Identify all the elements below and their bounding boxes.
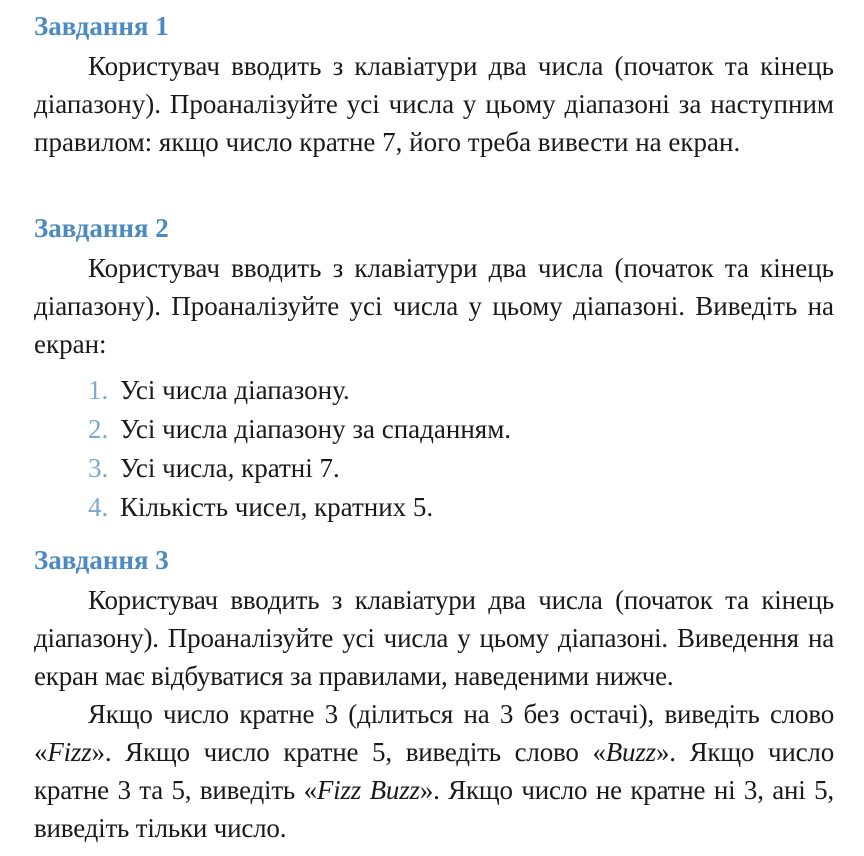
task-2-title: Завдання 2 [34, 213, 169, 243]
fizz-word: Fizz [47, 737, 92, 767]
task-1-text: Користувач вводить з клавіатури два числа (початок та кінець діапазону). Проаналізуйте усі числа у цьому діапазоні за наступним правилом: якщо число кратне 7, його треба вивести на екран. [34, 51, 834, 157]
list-item [34, 449, 834, 488]
list-item [34, 488, 834, 527]
list-item-text: Усі числа діапазону. [120, 375, 350, 405]
list-item-text: Усі числа, кратні 7. [120, 453, 340, 483]
list-item-text: Усі числа діапазону за спаданням. [120, 414, 512, 444]
task-3 [34, 544, 834, 847]
task-3-title: Завдання 3 [34, 545, 169, 575]
rule-text: ». Якщо число кратне 5, виведіть слово « [91, 737, 606, 767]
list-item [34, 410, 834, 449]
rule-text: ». Якщо число не кратне ні 3, ані 5, виведіть тільки число. [34, 775, 834, 843]
rule-text: ». Якщо число кратне 3 та 5, виведіть « [34, 737, 834, 805]
task-3-text: Користувач вводить з клавіатури два числа (початок та кінець діапазону). Проаналізуйте усі числа у цьому діапазоні. Виведення на екран має відбуватися за правилами, наведеними нижче. [34, 585, 834, 691]
task-3-rules [34, 695, 834, 847]
list-item-number: 1. [88, 375, 109, 405]
list-item-number: 3. [88, 453, 109, 483]
task-2 [34, 212, 834, 527]
list-item-number: 4. [88, 492, 109, 522]
task-1 [34, 10, 834, 161]
rule-text: Якщо число кратне 3 (ділиться на 3 без остачі), виведіть слово « [34, 699, 834, 767]
list-item [34, 371, 834, 410]
list-item-text: Кількість чисел, кратних 5. [120, 492, 434, 522]
buzz-word: Buzz [605, 737, 656, 767]
list-item-number: 2. [88, 414, 109, 444]
task-2-text: Користувач вводить з клавіатури два числа (початок та кінець діапазону). Проаналізуйте усі числа у цьому діапазоні. Виведіть на екран: [34, 253, 834, 359]
task-2-list [34, 371, 834, 527]
fizzbuzz-word: Fizz Buzz [316, 775, 420, 805]
task-1-title: Завдання 1 [34, 11, 169, 41]
